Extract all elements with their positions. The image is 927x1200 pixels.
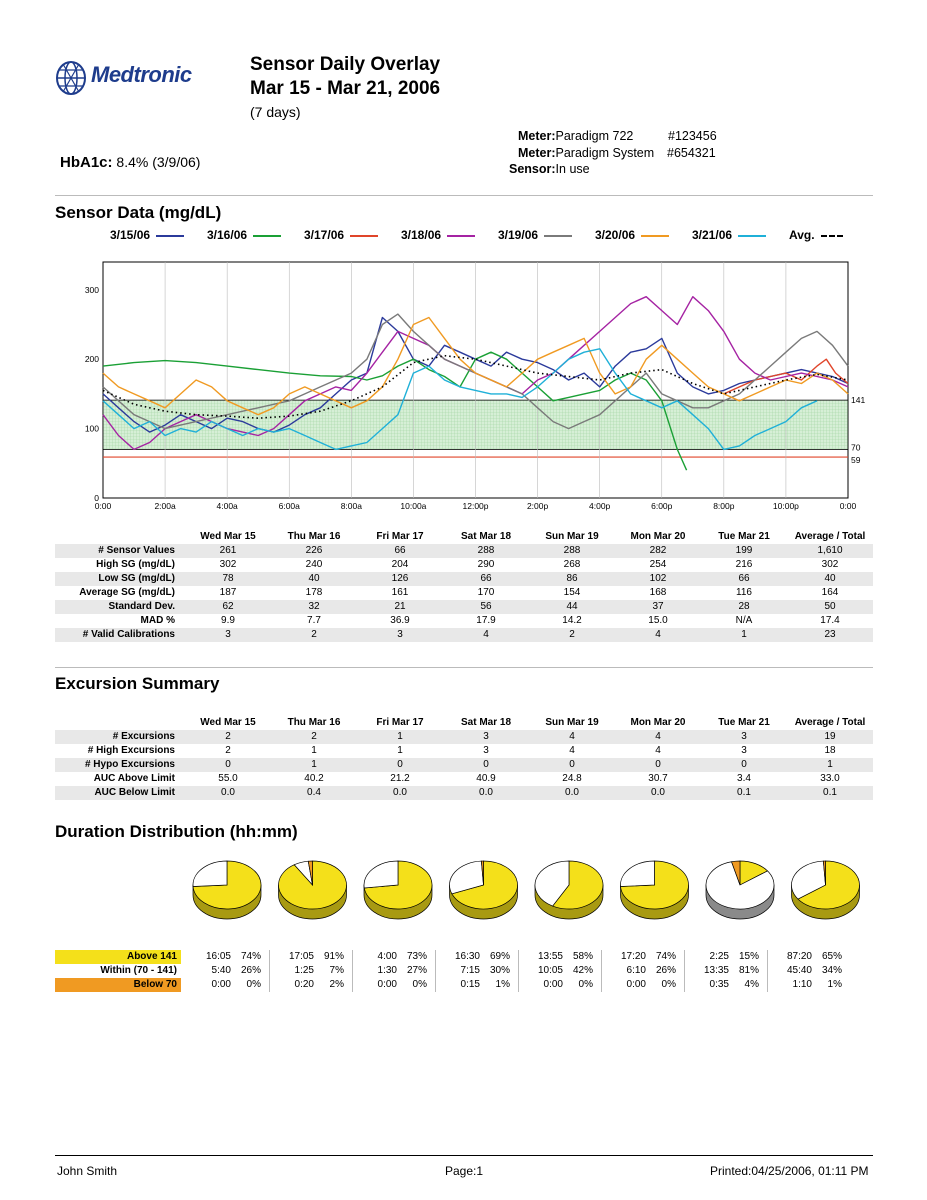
table-row xyxy=(55,786,873,800)
duration-time: 13:55 xyxy=(537,951,563,962)
table-cell: 0 xyxy=(185,758,271,772)
table-cell: 2 xyxy=(225,745,231,756)
table-cell: 261 xyxy=(185,544,271,558)
duration-time: 0:00 xyxy=(377,979,397,990)
duration-percent: 81% xyxy=(729,964,768,978)
table-cell: 0.0 xyxy=(443,786,529,800)
column-header: Wed Mar 15 xyxy=(200,531,256,542)
row-label: # Sensor Values xyxy=(55,544,185,558)
column-header: Thu Mar 16 xyxy=(287,531,341,542)
table-cell: 23 xyxy=(787,628,873,642)
legend-label: 3/16/06 xyxy=(207,228,248,242)
table-cell: 3 xyxy=(741,745,747,756)
table-cell: 4 xyxy=(443,628,529,642)
duration-time: 6:10 xyxy=(626,965,646,976)
legend-item xyxy=(304,228,378,242)
legend-label: Avg. xyxy=(789,228,815,242)
duration-time: 7:15 xyxy=(460,965,480,976)
row-label: AUC Below Limit xyxy=(55,786,185,800)
row-label: AUC Above Limit xyxy=(93,773,175,784)
column-header: Average / Total xyxy=(794,531,866,542)
row-label: Low SG (mg/dL) xyxy=(55,572,185,586)
row-label: # Hypo Excursions xyxy=(55,758,185,772)
table-row xyxy=(55,558,873,572)
legend-item xyxy=(207,228,281,242)
table-cell: 288 xyxy=(529,544,615,558)
duration-time: 45:40 xyxy=(786,965,812,976)
legend-label: 3/18/06 xyxy=(401,228,442,242)
duration-time: 10:05 xyxy=(537,965,563,976)
meter-1-serial: #123456 xyxy=(668,129,717,143)
duration-percent: 73% xyxy=(397,950,436,964)
pie-slice xyxy=(364,861,398,888)
table-cell: 0 xyxy=(357,758,443,772)
duration-percent: 74% xyxy=(646,950,685,964)
table-cell: 254 xyxy=(649,559,667,570)
table-cell: 40.9 xyxy=(476,773,496,784)
pie-slice xyxy=(621,861,655,887)
column-header: Wed Mar 15 xyxy=(200,717,256,728)
legend-swatch xyxy=(253,235,281,237)
duration-percent: 27% xyxy=(397,964,436,978)
legend-item xyxy=(110,228,184,242)
table-cell: 3 xyxy=(483,745,489,756)
table-cell: 288 xyxy=(443,544,529,558)
duration-time: 0:35 xyxy=(709,979,729,990)
table-cell: 0.1 xyxy=(787,786,873,800)
table-cell: 56 xyxy=(443,600,529,614)
divider xyxy=(55,667,873,668)
table-cell: 0.0 xyxy=(615,786,701,800)
table-cell: 0 xyxy=(443,758,529,772)
table-cell: 32 xyxy=(271,600,357,614)
duration-label: Below 70 xyxy=(55,978,181,992)
table-cell: 3 xyxy=(185,628,271,642)
duration-percent: 91% xyxy=(314,950,353,964)
pie-slice xyxy=(193,861,227,887)
x-tick-label: 8:00p xyxy=(713,501,735,511)
row-label: # Excursions xyxy=(55,730,185,744)
table-row xyxy=(55,744,873,758)
duration-percent: 34% xyxy=(821,965,842,976)
duration-time: 17:05 xyxy=(288,951,314,962)
table-cell: 24.8 xyxy=(562,773,582,784)
duration-time: 16:30 xyxy=(454,951,480,962)
table-cell: 14.2 xyxy=(562,615,582,626)
row-label: # High Excursions xyxy=(87,745,175,756)
table-cell: 0.1 xyxy=(701,786,787,800)
meter-1: Meter:Paradigm 722 xyxy=(518,129,634,143)
report-days: (7 days) xyxy=(250,104,301,120)
table-cell: 2 xyxy=(185,730,271,744)
table-cell: 1 xyxy=(787,758,873,772)
duration-table xyxy=(55,950,850,992)
medtronic-logo xyxy=(55,58,220,102)
table-cell: 62 xyxy=(185,600,271,614)
table-cell: 216 xyxy=(735,559,753,570)
table-cell: 17.4 xyxy=(820,615,840,626)
table-row xyxy=(55,544,873,558)
legend-swatch xyxy=(156,235,184,237)
duration-time: 0:00 xyxy=(543,979,563,990)
table-cell: 36.9 xyxy=(390,615,410,626)
duration-percent: 4% xyxy=(729,978,768,992)
footer-divider xyxy=(55,1155,873,1156)
table-cell: 282 xyxy=(615,544,701,558)
table-cell: 2 xyxy=(529,628,615,642)
duration-time: 4:00 xyxy=(377,951,397,962)
excursion-table xyxy=(55,716,873,800)
column-header: Fri Mar 17 xyxy=(376,531,424,542)
duration-pie xyxy=(706,861,774,919)
legend-swatch xyxy=(821,235,843,237)
x-tick-label: 4:00a xyxy=(216,501,238,511)
table-cell: 240 xyxy=(305,559,323,570)
duration-percent: 26% xyxy=(231,964,270,978)
table-cell: 4 xyxy=(615,628,701,642)
duration-percent: 0% xyxy=(231,978,270,992)
x-tick-label: 10:00p xyxy=(772,501,799,511)
duration-pie xyxy=(791,861,859,919)
table-cell: 3 xyxy=(443,730,529,744)
divider xyxy=(55,195,873,196)
duration-time: 0:15 xyxy=(460,979,480,990)
table-row xyxy=(55,628,873,642)
column-header: Mon Mar 20 xyxy=(630,717,686,728)
x-tick-label: 6:00p xyxy=(651,501,673,511)
duration-label: Above 141 xyxy=(55,950,181,964)
table-cell: 21.2 xyxy=(390,773,410,784)
table-cell: 154 xyxy=(563,587,581,598)
table-cell: 37 xyxy=(615,600,701,614)
table-cell: 0.0 xyxy=(185,786,271,800)
table-cell: 102 xyxy=(615,572,701,586)
table-cell: 199 xyxy=(701,544,787,558)
column-header: Fri Mar 17 xyxy=(376,717,424,728)
table-cell: 40.2 xyxy=(304,773,324,784)
duration-time: 0:20 xyxy=(294,979,314,990)
duration-row xyxy=(55,964,850,978)
table-cell: 0 xyxy=(615,758,701,772)
sensor-chart xyxy=(55,250,875,515)
table-cell: 161 xyxy=(391,587,409,598)
sensor-data-title: Sensor Data (mg/dL) xyxy=(55,203,222,222)
table-cell: 2 xyxy=(271,628,357,642)
duration-time: 1:30 xyxy=(377,965,397,976)
duration-percent: 1% xyxy=(480,978,519,992)
column-header: Tue Mar 21 xyxy=(718,717,770,728)
legend-label: 3/15/06 xyxy=(110,228,151,242)
x-tick-label: 4:00p xyxy=(589,501,611,511)
duration-pie xyxy=(621,861,689,919)
column-header: Tue Mar 21 xyxy=(718,531,770,542)
duration-time: 0:00 xyxy=(626,979,646,990)
meter-2: Meter:Paradigm System xyxy=(518,146,655,160)
table-cell: 290 xyxy=(477,559,495,570)
duration-percent: 1% xyxy=(827,979,842,990)
duration-time: 2:25 xyxy=(709,951,729,962)
column-header: Sat Mar 18 xyxy=(460,531,512,542)
table-cell: 4 xyxy=(615,730,701,744)
duration-percent: 69% xyxy=(480,950,519,964)
table-cell: 3 xyxy=(357,628,443,642)
table-cell: 50 xyxy=(787,600,873,614)
table-row xyxy=(55,600,873,614)
table-cell: 4 xyxy=(655,745,661,756)
table-cell: 187 xyxy=(219,587,237,598)
legend-label: 3/20/06 xyxy=(595,228,636,242)
legend-item xyxy=(692,228,766,242)
table-cell: 0.0 xyxy=(357,786,443,800)
globe-icon xyxy=(55,58,91,98)
table-cell: 78 xyxy=(185,572,271,586)
duration-percent: 0% xyxy=(397,978,436,992)
row-label: Standard Dev. xyxy=(55,600,185,614)
legend-swatch xyxy=(641,235,669,237)
column-header: Mon Mar 20 xyxy=(630,531,686,542)
legend-swatch xyxy=(350,235,378,237)
column-header: Sat Mar 18 xyxy=(460,717,512,728)
report-title: Sensor Daily Overlay xyxy=(250,54,441,75)
table-cell: N/A xyxy=(735,615,753,626)
limit-label: 70 xyxy=(851,442,861,453)
printed-date: Printed:04/25/2006, 01:11 PM xyxy=(710,1164,869,1178)
table-cell: 66 xyxy=(443,572,529,586)
table-cell: 40 xyxy=(271,572,357,586)
table-cell: 66 xyxy=(701,572,787,586)
legend-item xyxy=(595,228,669,242)
legend-item xyxy=(401,228,475,242)
table-cell: 1 xyxy=(271,758,357,772)
table-cell: 7.7 xyxy=(307,615,321,626)
y-tick-label: 200 xyxy=(84,354,99,365)
row-label: High SG (mg/dL) xyxy=(96,559,175,570)
table-cell: 268 xyxy=(563,559,581,570)
duration-percent: 0% xyxy=(563,978,602,992)
table-cell: 44 xyxy=(529,600,615,614)
x-tick-label: 0:00 xyxy=(839,501,857,511)
table-cell: 55.0 xyxy=(218,773,238,784)
table-cell: 66 xyxy=(357,544,443,558)
logo-text: Medtronic xyxy=(91,62,192,87)
table-cell: 18 xyxy=(824,745,836,756)
table-cell: 178 xyxy=(305,587,323,598)
x-tick-label: 10:00a xyxy=(400,501,427,511)
duration-percent: 42% xyxy=(563,964,602,978)
x-tick-label: 0:00 xyxy=(94,501,112,511)
column-header: Thu Mar 16 xyxy=(287,717,341,728)
legend-label: 3/21/06 xyxy=(692,228,733,242)
legend-item xyxy=(498,228,572,242)
table-cell: 170 xyxy=(477,587,495,598)
table-cell: 1 xyxy=(701,628,787,642)
duration-row xyxy=(55,950,850,964)
table-cell: 0.0 xyxy=(529,786,615,800)
table-cell: 17.9 xyxy=(476,615,496,626)
table-cell: 15.0 xyxy=(648,615,668,626)
table-cell: 3.4 xyxy=(737,773,751,784)
legend-swatch xyxy=(738,235,766,237)
legend-label: 3/19/06 xyxy=(498,228,539,242)
duration-pie xyxy=(364,861,432,919)
table-row xyxy=(55,772,873,786)
duration-time: 87:20 xyxy=(786,951,812,962)
legend-item xyxy=(789,228,843,242)
duration-time: 5:40 xyxy=(211,965,231,976)
table-cell: 226 xyxy=(271,544,357,558)
table-row xyxy=(55,586,873,600)
table-cell: 33.0 xyxy=(820,773,840,784)
table-cell: 164 xyxy=(821,587,839,598)
table-row xyxy=(55,572,873,586)
duration-time: 13:35 xyxy=(703,965,729,976)
table-cell: 4 xyxy=(569,745,575,756)
table-cell: 2 xyxy=(271,730,357,744)
table-row xyxy=(55,614,873,628)
table-cell: 0 xyxy=(701,758,787,772)
table-cell: 1 xyxy=(357,730,443,744)
table-cell: 40 xyxy=(787,572,873,586)
table-cell: 1 xyxy=(397,745,403,756)
duration-percent: 58% xyxy=(563,950,602,964)
column-header: Sun Mar 19 xyxy=(545,717,599,728)
duration-percent: 0% xyxy=(646,978,685,992)
x-tick-label: 2:00a xyxy=(154,501,176,511)
y-tick-label: 0 xyxy=(94,493,99,503)
duration-percent: 15% xyxy=(729,950,768,964)
duration-pie xyxy=(193,861,261,919)
duration-percent: 26% xyxy=(646,964,685,978)
table-cell: 126 xyxy=(357,572,443,586)
excursion-title: Excursion Summary xyxy=(55,674,220,693)
table-cell: 3 xyxy=(701,730,787,744)
chart-legend xyxy=(110,228,870,244)
page-number: Page:1 xyxy=(445,1164,484,1178)
meter-2-serial: #654321 xyxy=(667,146,716,160)
x-tick-label: 2:00p xyxy=(526,501,549,511)
legend-label: 3/17/06 xyxy=(304,228,345,242)
table-cell: 21 xyxy=(357,600,443,614)
y-tick-label: 100 xyxy=(84,423,99,434)
sensor-status: Sensor:In use xyxy=(509,162,590,176)
table-cell: 1,610 xyxy=(787,544,873,558)
duration-title: Duration Distribution (hh:mm) xyxy=(55,822,298,841)
duration-time: 1:10 xyxy=(792,979,812,990)
table-cell: 28 xyxy=(701,600,787,614)
row-label: Average SG (mg/dL) xyxy=(79,587,175,598)
table-cell: 302 xyxy=(821,559,839,570)
duration-percent: 30% xyxy=(480,964,519,978)
table-row xyxy=(55,758,873,772)
table-cell: 86 xyxy=(529,572,615,586)
legend-swatch xyxy=(544,235,572,237)
table-cell: 4 xyxy=(529,730,615,744)
duration-pie xyxy=(535,861,603,919)
x-tick-label: 6:00a xyxy=(278,501,300,511)
row-label: MAD % xyxy=(140,615,175,626)
table-cell: 168 xyxy=(649,587,667,598)
y-tick-label: 300 xyxy=(84,284,99,295)
table-cell: 116 xyxy=(736,587,752,598)
duration-time: 16:05 xyxy=(205,951,231,962)
x-tick-label: 8:00a xyxy=(340,501,362,511)
row-label: # Valid Calibrations xyxy=(55,628,185,642)
limit-label: 59 xyxy=(851,455,861,466)
duration-pie xyxy=(279,861,347,919)
duration-percent: 2% xyxy=(314,978,353,992)
hba1c: HbA1c: 8.4% (3/9/06) xyxy=(60,154,201,171)
patient-name: John Smith xyxy=(57,1164,118,1178)
table-cell: 204 xyxy=(391,559,409,570)
duration-time: 1:25 xyxy=(294,965,314,976)
legend-swatch xyxy=(447,235,475,237)
table-cell: 302 xyxy=(219,559,237,570)
duration-row xyxy=(55,978,850,992)
table-row xyxy=(55,730,873,744)
table-cell: 1 xyxy=(311,745,317,756)
x-tick-label: 12:00p xyxy=(462,501,489,511)
duration-pie xyxy=(450,861,518,919)
duration-percent: 65% xyxy=(821,951,842,962)
duration-time: 0:00 xyxy=(211,979,231,990)
duration-time: 17:20 xyxy=(620,951,646,962)
duration-label: Within (70 - 141) xyxy=(55,964,181,978)
duration-percent: 7% xyxy=(314,964,353,978)
table-cell: 30.7 xyxy=(648,773,668,784)
table-cell: 19 xyxy=(787,730,873,744)
limit-label: 141 xyxy=(851,395,866,406)
report-date-range: Mar 15 - Mar 21, 2006 xyxy=(250,78,441,99)
column-header: Sun Mar 19 xyxy=(545,531,599,542)
sensor-stats-table xyxy=(55,530,873,642)
table-cell: 0 xyxy=(529,758,615,772)
table-cell: 0.4 xyxy=(271,786,357,800)
column-header: Average / Total xyxy=(794,717,866,728)
duration-pies xyxy=(180,855,880,935)
table-cell: 9.9 xyxy=(221,615,235,626)
duration-percent: 74% xyxy=(231,950,270,964)
